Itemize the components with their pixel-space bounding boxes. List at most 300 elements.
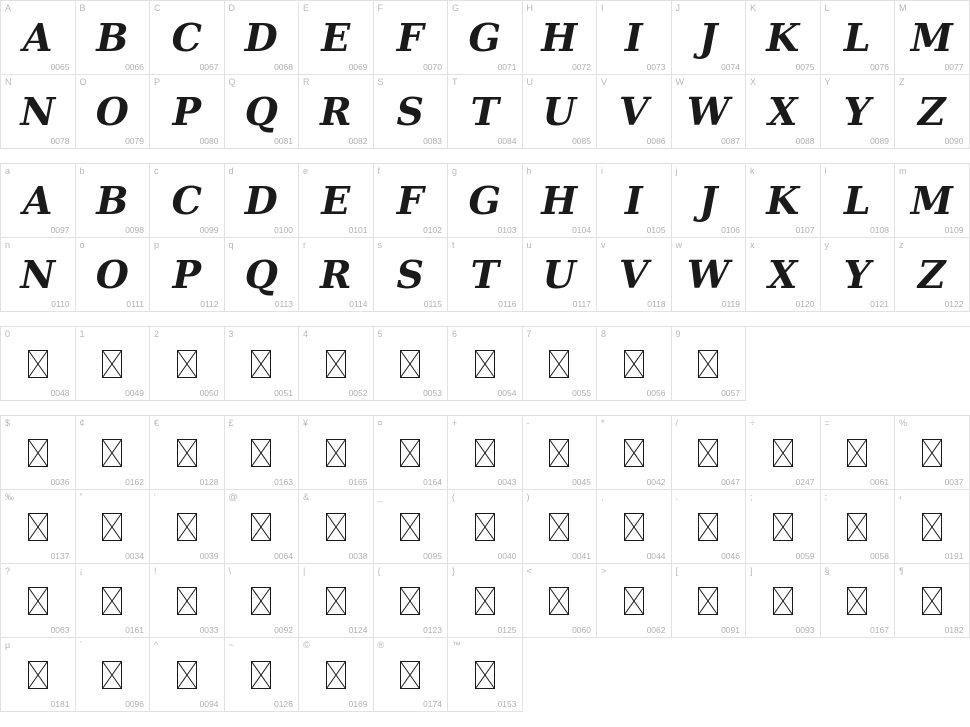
glyph-code-label: 0044	[646, 551, 666, 561]
glyph-preview: D	[244, 14, 278, 60]
glyph-cell[interactable]	[150, 327, 225, 401]
glyph-code-label: 0064	[274, 551, 293, 561]
glyph-code-label: 0109	[944, 225, 964, 235]
glyph-code-label: 0052	[348, 388, 368, 398]
glyph-cell[interactable]	[76, 75, 151, 149]
notdef-glyph-icon	[251, 350, 271, 378]
notdef-glyph-icon	[102, 439, 122, 467]
glyph-code-label: 0191	[944, 551, 964, 561]
glyph-cell[interactable]	[597, 75, 672, 149]
glyph-code-label: 0125	[497, 625, 517, 635]
glyph-code-label: 0034	[125, 551, 144, 561]
glyph-code-label: 0046	[721, 551, 740, 561]
glyph-cell[interactable]	[746, 238, 821, 312]
notdef-glyph-icon	[177, 587, 197, 615]
glyph-code-label: 0112	[200, 299, 219, 309]
glyph-cell[interactable]	[225, 564, 300, 638]
glyph-cell[interactable]	[448, 327, 523, 401]
glyph-code-label: 0153	[497, 699, 517, 709]
glyph-preview: P	[172, 251, 202, 297]
glyph-char-label: >	[601, 566, 607, 576]
glyph-cell[interactable]	[1, 164, 76, 238]
glyph-code-label: 0054	[497, 388, 517, 398]
notdef-glyph-icon	[400, 439, 420, 467]
glyph-preview: T	[470, 88, 499, 134]
glyph-cell[interactable]	[299, 75, 374, 149]
glyph-cell[interactable]	[523, 238, 598, 312]
glyph-cell[interactable]	[746, 1, 821, 75]
glyph-cell[interactable]	[150, 75, 225, 149]
glyph-cell[interactable]	[150, 238, 225, 312]
notdef-glyph-icon	[28, 439, 48, 467]
glyph-code-label: 0084	[497, 136, 517, 146]
glyph-code-label: 0087	[721, 136, 740, 146]
glyph-char-label: µ	[5, 640, 11, 650]
glyph-char-label: \	[228, 566, 232, 576]
glyph-preview: Z	[917, 251, 946, 297]
glyph-preview: E	[321, 177, 351, 223]
glyph-preview: O	[95, 88, 129, 134]
glyph-code-label: 0111	[126, 299, 144, 309]
glyph-code-label: 0088	[795, 136, 815, 146]
glyph-cell[interactable]	[150, 564, 225, 638]
glyph-cell[interactable]	[299, 1, 374, 75]
glyph-cell[interactable]	[672, 164, 747, 238]
glyph-cell[interactable]	[895, 164, 970, 238]
glyph-preview: Y	[843, 251, 871, 297]
glyph-char-label: ?	[5, 566, 11, 576]
glyph-cell[interactable]	[299, 238, 374, 312]
glyph-cell[interactable]	[821, 564, 896, 638]
glyph-code-label: 0110	[51, 299, 70, 309]
glyph-cell[interactable]	[76, 564, 151, 638]
glyph-preview: H	[541, 14, 578, 60]
glyph-cell[interactable]	[746, 75, 821, 149]
glyph-char-label: ~	[228, 640, 234, 650]
glyph-char-label: _	[377, 492, 383, 502]
glyph-code-label: 0042	[646, 477, 666, 487]
glyph-char-label: z	[899, 240, 904, 250]
glyph-char-label: N	[5, 77, 12, 87]
glyph-cell[interactable]	[225, 1, 300, 75]
glyph-code-label: 0093	[795, 625, 815, 635]
glyph-preview: R	[319, 88, 352, 134]
glyph-block-uppercase-latin	[0, 0, 970, 149]
glyph-preview: K	[766, 177, 800, 223]
notdef-glyph-icon	[400, 587, 420, 615]
glyph-preview: U	[542, 251, 576, 297]
glyph-cell[interactable]	[597, 1, 672, 75]
glyph-char-label: V	[601, 77, 608, 87]
glyph-cell[interactable]	[448, 638, 523, 712]
notdef-glyph-icon	[698, 513, 718, 541]
glyph-cell[interactable]	[225, 75, 300, 149]
glyph-char-label: ¤	[377, 418, 383, 428]
notdef-glyph-icon	[922, 587, 942, 615]
glyph-char-label: 8	[601, 329, 607, 339]
glyph-preview: Z	[917, 88, 946, 134]
glyph-cell[interactable]	[672, 238, 747, 312]
notdef-glyph-icon	[922, 513, 942, 541]
glyph-cell[interactable]	[1, 1, 76, 75]
glyph-cell[interactable]	[76, 490, 151, 564]
glyph-code-label: 0062	[646, 625, 666, 635]
notdef-glyph-icon	[177, 439, 197, 467]
glyph-cell[interactable]	[1, 490, 76, 564]
notdef-glyph-icon	[326, 587, 346, 615]
glyph-char-label: j	[675, 166, 678, 176]
notdef-glyph-icon	[847, 513, 867, 541]
glyph-code-label: 0063	[50, 625, 70, 635]
glyph-code-label: 0086	[646, 136, 666, 146]
glyph-cell[interactable]	[150, 638, 225, 712]
notdef-glyph-icon	[922, 439, 942, 467]
glyph-preview: I	[624, 177, 643, 223]
notdef-glyph-icon	[698, 350, 718, 378]
glyph-code-label: 0094	[199, 699, 219, 709]
glyph-preview: V	[619, 88, 649, 134]
glyph-char-label: +	[452, 418, 458, 428]
glyph-char-label: -	[526, 418, 530, 428]
glyph-code-label: 0075	[795, 62, 815, 72]
glyph-char-label: K	[750, 3, 757, 13]
glyph-code-label: 0101	[348, 225, 368, 235]
glyph-char-label: 5	[377, 329, 383, 339]
glyph-cell[interactable]	[523, 1, 598, 75]
notdef-glyph-icon	[624, 439, 644, 467]
glyph-preview: L	[843, 14, 871, 60]
glyph-cell[interactable]	[76, 638, 151, 712]
glyph-cell[interactable]	[672, 564, 747, 638]
glyph-char-label: X	[750, 77, 757, 87]
glyph-char-label: M	[899, 3, 907, 13]
glyph-cell[interactable]	[374, 638, 449, 712]
notdef-glyph-icon	[475, 661, 495, 689]
glyph-code-label: 0126	[274, 699, 293, 709]
glyph-cell[interactable]	[746, 490, 821, 564]
glyph-char-label: D	[228, 3, 235, 13]
glyph-code-label: 0099	[199, 225, 219, 235]
glyph-code-label: 0049	[125, 388, 144, 398]
glyph-cell[interactable]	[821, 490, 896, 564]
glyph-code-label: 0056	[646, 388, 666, 398]
glyph-preview: P	[172, 88, 202, 134]
glyph-cell[interactable]	[672, 327, 747, 401]
glyph-code-label: 0050	[199, 388, 219, 398]
glyph-code-label: 0090	[944, 136, 964, 146]
glyph-cell[interactable]	[523, 416, 598, 490]
glyph-preview: D	[244, 177, 278, 223]
glyph-cell[interactable]	[895, 1, 970, 75]
glyph-cell[interactable]	[448, 1, 523, 75]
glyph-cell[interactable]	[150, 1, 225, 75]
glyph-cell[interactable]	[597, 564, 672, 638]
glyph-char-label: J	[675, 3, 680, 13]
glyph-char-label: ®	[377, 640, 385, 650]
glyph-cell[interactable]	[448, 75, 523, 149]
glyph-cell[interactable]	[597, 164, 672, 238]
glyph-cell[interactable]	[374, 564, 449, 638]
glyph-cell[interactable]	[76, 164, 151, 238]
glyph-cell[interactable]	[672, 416, 747, 490]
glyph-cell[interactable]	[746, 564, 821, 638]
glyph-preview: M	[910, 177, 953, 223]
glyph-code-label: 0116	[498, 299, 517, 309]
glyph-cell[interactable]	[76, 238, 151, 312]
glyph-cell[interactable]	[895, 238, 970, 312]
glyph-cell[interactable]	[895, 416, 970, 490]
glyph-cell[interactable]	[1, 75, 76, 149]
notdef-glyph-icon	[549, 587, 569, 615]
glyph-char-label: q	[228, 240, 234, 250]
glyph-code-label: 0120	[795, 299, 815, 309]
glyph-cell[interactable]	[672, 490, 747, 564]
glyph-code-label: 0117	[572, 299, 591, 309]
glyph-cell[interactable]	[1, 238, 76, 312]
glyph-char-label: o	[79, 240, 85, 250]
notdef-glyph-icon	[102, 350, 122, 378]
glyph-cell[interactable]	[821, 416, 896, 490]
glyph-char-label: k	[750, 166, 755, 176]
notdef-glyph-icon	[102, 587, 122, 615]
glyph-cell[interactable]	[76, 327, 151, 401]
glyph-code-label: 0113	[274, 299, 293, 309]
glyph-cell[interactable]	[672, 75, 747, 149]
glyph-cell[interactable]	[597, 490, 672, 564]
glyph-cell[interactable]	[299, 490, 374, 564]
glyph-code-label: 0097	[50, 225, 70, 235]
glyph-cell[interactable]	[1, 416, 76, 490]
glyph-code-label: 0114	[349, 299, 368, 309]
glyph-cell[interactable]	[821, 1, 896, 75]
glyph-code-label: 0077	[944, 62, 964, 72]
glyph-cell[interactable]	[299, 327, 374, 401]
glyph-char-label: r	[303, 240, 306, 250]
glyph-cell[interactable]	[672, 1, 747, 75]
glyph-cell[interactable]	[374, 164, 449, 238]
glyph-char-label: m	[899, 166, 907, 176]
glyph-cell[interactable]	[895, 564, 970, 638]
glyph-preview: S	[396, 88, 424, 134]
glyph-preview: G	[468, 177, 501, 223]
glyph-char-label: *	[601, 418, 605, 428]
glyph-block-symbols-punctuation	[0, 415, 970, 712]
glyph-code-label: 0065	[50, 62, 70, 72]
glyph-code-label: 0161	[125, 625, 144, 635]
notdef-glyph-icon	[624, 350, 644, 378]
glyph-cell[interactable]	[225, 490, 300, 564]
glyph-code-label: 0036	[50, 477, 70, 487]
glyph-cell[interactable]	[374, 416, 449, 490]
glyph-char-label: %	[899, 418, 908, 428]
glyph-char-label: ¢	[79, 418, 85, 428]
glyph-preview: B	[96, 14, 129, 60]
glyph-preview: B	[96, 177, 129, 223]
glyph-cell[interactable]	[895, 75, 970, 149]
glyph-cell[interactable]	[374, 238, 449, 312]
glyph-cell[interactable]	[523, 490, 598, 564]
glyph-cell[interactable]	[448, 416, 523, 490]
glyph-char-label: ,	[601, 492, 604, 502]
glyph-code-label: 0083	[423, 136, 442, 146]
notdef-glyph-icon	[847, 587, 867, 615]
glyph-cell[interactable]	[746, 416, 821, 490]
glyph-cell[interactable]	[299, 416, 374, 490]
glyph-code-label: 0069	[348, 62, 368, 72]
glyph-cell[interactable]	[523, 164, 598, 238]
glyph-cell[interactable]	[448, 564, 523, 638]
glyph-char-label: [	[675, 566, 679, 576]
notdef-glyph-icon	[624, 513, 644, 541]
glyph-code-label: 0057	[721, 388, 740, 398]
glyph-code-label: 0092	[274, 625, 293, 635]
glyph-char-label: b	[79, 166, 85, 176]
glyph-char-label: ^	[154, 640, 159, 650]
glyph-char-label: 2	[154, 329, 160, 339]
notdef-glyph-icon	[549, 513, 569, 541]
glyph-code-label: 0055	[572, 388, 591, 398]
notdef-glyph-icon	[28, 587, 48, 615]
glyph-code-label: 0058	[870, 551, 889, 561]
glyph-cell[interactable]	[597, 327, 672, 401]
glyph-char-label: @	[228, 492, 238, 502]
glyph-code-label: 0080	[199, 136, 219, 146]
glyph-cell[interactable]	[225, 416, 300, 490]
glyph-char-label: x	[750, 240, 755, 250]
glyph-char-label: W	[675, 77, 684, 87]
glyph-cell[interactable]	[374, 490, 449, 564]
glyph-cell[interactable]	[76, 416, 151, 490]
glyph-cell[interactable]	[597, 416, 672, 490]
glyph-code-label: 0072	[572, 62, 591, 72]
glyph-cell[interactable]	[746, 164, 821, 238]
glyph-cell[interactable]	[150, 164, 225, 238]
glyph-char-label: ©	[303, 640, 310, 650]
glyph-preview: O	[95, 251, 129, 297]
glyph-cell[interactable]	[1, 564, 76, 638]
glyph-code-label: 0165	[348, 477, 368, 487]
glyph-char-label: w	[675, 240, 682, 250]
glyph-cell[interactable]	[448, 238, 523, 312]
glyph-cell[interactable]	[76, 1, 151, 75]
glyph-cell[interactable]	[523, 327, 598, 401]
glyph-code-label: 0047	[721, 477, 740, 487]
glyph-char-label: (	[452, 492, 455, 502]
glyph-code-label: 0079	[125, 136, 144, 146]
glyph-preview: Q	[244, 251, 278, 297]
glyph-code-label: 0124	[348, 625, 368, 635]
glyph-code-label: 0041	[572, 551, 591, 561]
glyph-char-label: =	[824, 418, 830, 428]
glyph-char-label: c	[154, 166, 159, 176]
glyph-cell[interactable]	[374, 75, 449, 149]
notdef-glyph-icon	[549, 350, 569, 378]
glyph-char-label: )	[526, 492, 530, 502]
glyph-preview: R	[319, 251, 352, 297]
glyph-cell[interactable]	[821, 164, 896, 238]
glyph-char-label: 0	[5, 329, 11, 339]
glyph-code-label: 0070	[423, 62, 442, 72]
glyph-cell[interactable]	[225, 638, 300, 712]
glyph-char-label: a	[5, 166, 11, 176]
glyph-cell[interactable]	[225, 164, 300, 238]
glyph-char-label: t	[452, 240, 455, 250]
glyph-code-label: 0108	[870, 225, 889, 235]
glyph-cell[interactable]	[523, 564, 598, 638]
notdef-glyph-icon	[400, 350, 420, 378]
glyph-cell[interactable]	[821, 75, 896, 149]
glyph-code-label: 0038	[348, 551, 368, 561]
glyph-preview: S	[396, 251, 424, 297]
glyph-preview: N	[20, 251, 56, 297]
notdef-glyph-icon	[475, 513, 495, 541]
glyph-cell[interactable]	[150, 490, 225, 564]
glyph-char-label: |	[303, 566, 306, 576]
glyph-cell[interactable]	[150, 416, 225, 490]
glyph-cell[interactable]	[597, 238, 672, 312]
glyph-code-label: 0096	[125, 699, 144, 709]
glyph-char-label: G	[452, 3, 460, 13]
notdef-glyph-icon	[400, 661, 420, 689]
glyph-cell[interactable]	[374, 1, 449, 75]
glyph-char-label: €	[154, 418, 160, 428]
glyph-cell[interactable]	[448, 164, 523, 238]
glyph-code-label: 0068	[274, 62, 293, 72]
glyph-cell[interactable]	[821, 238, 896, 312]
glyph-char-label: 3	[228, 329, 234, 339]
glyph-cell[interactable]	[299, 164, 374, 238]
glyph-cell[interactable]	[1, 638, 76, 712]
notdef-glyph-icon	[102, 513, 122, 541]
glyph-cell[interactable]	[895, 490, 970, 564]
glyph-char-label: P	[154, 77, 161, 87]
glyph-char-label: ™	[452, 640, 461, 650]
glyph-cell[interactable]	[448, 490, 523, 564]
glyph-char-label: p	[154, 240, 160, 250]
glyph-code-label: 0051	[274, 388, 293, 398]
glyph-code-label: 0115	[423, 299, 442, 309]
glyph-cell[interactable]	[225, 327, 300, 401]
glyph-code-label: 0119	[721, 299, 740, 309]
glyph-code-label: 0048	[50, 388, 70, 398]
notdef-glyph-icon	[326, 439, 346, 467]
glyph-char-label: ¥	[303, 418, 309, 428]
glyph-cell[interactable]	[1, 327, 76, 401]
glyph-code-label: 0103	[497, 225, 517, 235]
glyph-code-label: 0247	[795, 477, 815, 487]
glyph-preview: X	[768, 251, 798, 297]
glyph-cell[interactable]	[374, 327, 449, 401]
notdef-glyph-icon	[475, 439, 495, 467]
glyph-cell[interactable]	[299, 638, 374, 712]
glyph-cell[interactable]	[299, 564, 374, 638]
glyph-preview: J	[699, 14, 718, 60]
glyph-char-label: 9	[675, 329, 681, 339]
glyph-preview: E	[321, 14, 351, 60]
glyph-char-label: T	[452, 77, 458, 87]
glyph-char-label: l	[824, 166, 827, 176]
glyph-cell[interactable]	[225, 238, 300, 312]
notdef-glyph-icon	[28, 513, 48, 541]
glyph-code-label: 0066	[125, 62, 144, 72]
glyph-preview: L	[843, 177, 871, 223]
glyph-preview: G	[468, 14, 501, 60]
glyph-cell[interactable]	[523, 75, 598, 149]
glyph-code-label: 0059	[795, 551, 815, 561]
glyph-char-label: 4	[303, 329, 309, 339]
glyph-block-lowercase-latin	[0, 163, 970, 312]
glyph-code-label: 0067	[199, 62, 219, 72]
